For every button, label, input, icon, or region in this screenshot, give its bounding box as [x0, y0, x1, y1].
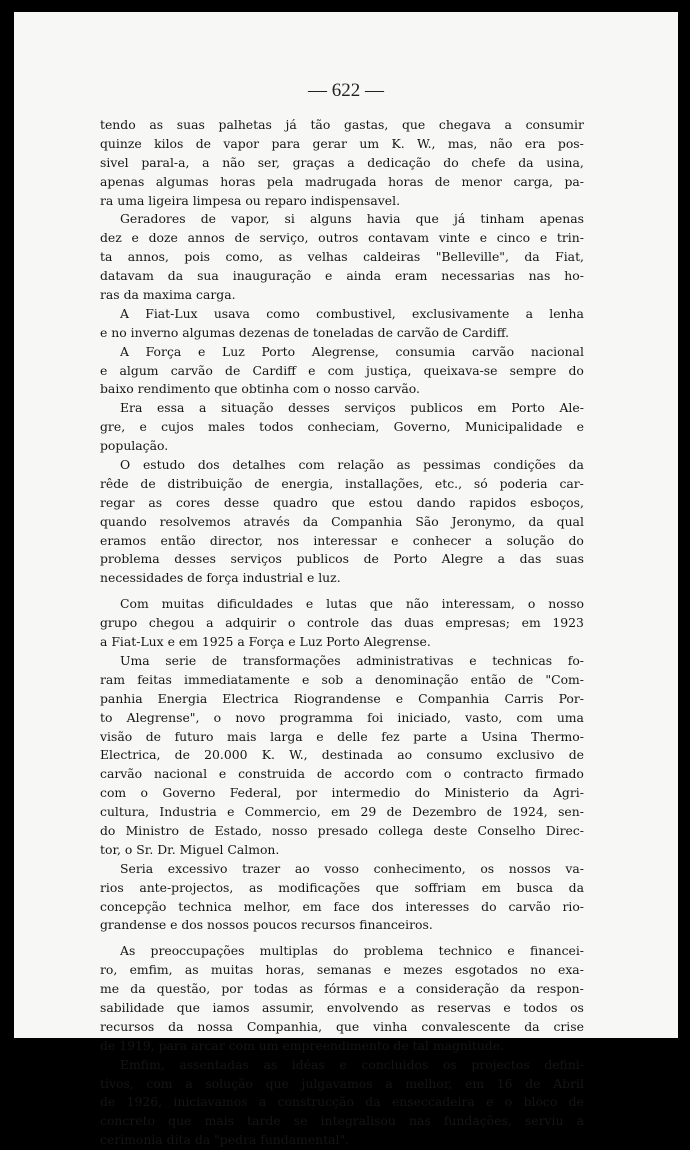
- paragraph-gap: [100, 588, 584, 595]
- text-line: rêde de distribuição de energia, installações, etc., só poderia car-: [100, 475, 584, 491]
- paragraph: [100, 116, 584, 210]
- text-line: recursos da nossa Companhia, que vinha convalescente da crise: [100, 1018, 584, 1034]
- text-line: Uma serie de transformações administrativas e technicas fo-: [120, 652, 584, 668]
- text-line: dez e doze annos de serviço, outros contavam vinte e cinco e trin-: [100, 230, 584, 246]
- paragraph: [100, 1056, 584, 1150]
- text-line: to Alegrense", o novo programma foi iniciado, vasto, com uma: [100, 709, 584, 725]
- text-line: de 1919, para arcar com um empreendimento de tal magnitude.: [100, 1037, 504, 1053]
- paragraph: [100, 456, 584, 588]
- text-line: datavam da sua inauguração e ainda eram necessarias nas ho-: [100, 268, 584, 284]
- text-line: cultura, Industria e Commercio, em 29 de Dezembro de 1924, sen-: [100, 804, 584, 820]
- text-line: do Ministro de Estado, nosso presado collega deste Conselho Direc-: [100, 822, 584, 838]
- text-line: população.: [100, 438, 169, 454]
- text-line: Electrica, de 20.000 K. W., destinada ao consumo exclusivo de: [100, 747, 584, 763]
- paragraph: [100, 343, 584, 400]
- paragraph: [100, 305, 584, 343]
- document-page: [14, 12, 678, 1148]
- text-line: a Fiat-Lux e em 1925 a Força e Luz Porto Alegrense.: [100, 634, 431, 650]
- text-line: sabilidade que iamos assumir, envolvendo as reservas e todos os: [100, 999, 584, 1015]
- text-line: A Fiat-Lux usava como combustivel, exclusivamente a lenha: [120, 305, 584, 321]
- text-line: tendo as suas palhetas já tão gastas, que chegava a consumir: [100, 117, 584, 132]
- text-line: regar as cores desse quadro que estou dando rapidos esboços,: [100, 494, 584, 510]
- text-line: ro, emfim, as muitas horas, semanas e mezes esgotados no exa-: [100, 962, 584, 978]
- paragraph: [100, 399, 584, 456]
- text-line: com o Governo Federal, por intermedio do Ministerio da Agri-: [100, 785, 584, 801]
- text-line: e algum carvão de Cardiff e com justiça, queixava-se sempre do: [100, 362, 584, 378]
- text-line: grupo chegou a adquirir o controle das duas empresas; em 1923: [100, 615, 584, 631]
- text-line: visão de futuro mais larga e delle fez parte a Usina Thermo-: [100, 728, 584, 744]
- text-line: panhia Energia Electrica Riograndense e Companhia Carris Por-: [100, 690, 584, 706]
- text-line: A Força e Luz Porto Alegrense, consumia carvão nacional: [120, 343, 584, 359]
- text-line: Seria excessivo trazer ao vosso conhecimento, os nossos va-: [120, 860, 584, 876]
- text-line: ram feitas immediatamente e sob a denominação então de "Com-: [100, 671, 584, 687]
- text-line: baixo rendimento que obtinha com o nosso carvão.: [100, 381, 420, 397]
- text-line: concreto que mais tarde se integralisou nas fundações, serviu a: [100, 1113, 584, 1129]
- page-number: — 622 —: [308, 80, 384, 101]
- text-line: Emfim, assentadas as idéas e concluidos os projectos defini-: [120, 1056, 584, 1072]
- text-line: tivos, com a solução que julgavamos a melhor, em 16 de Abril: [100, 1075, 584, 1091]
- text-line: Era essa a situação desses serviços publicos em Porto Ale-: [120, 400, 584, 416]
- text-line: necessidades de força industrial e luz.: [100, 570, 341, 586]
- paragraph: [100, 652, 584, 860]
- text-line: gre, e cujos males todos conheciam, Governo, Municipalidade e: [100, 419, 584, 435]
- text-line: grandense e dos nossos poucos recursos financeiros.: [100, 917, 433, 933]
- paragraph-gap: [100, 935, 584, 942]
- text-line: Geradores de vapor, si alguns havia que já tinham apenas: [120, 211, 584, 227]
- text-line: ras da maxima carga.: [100, 287, 236, 303]
- text-line: cerimonia dita da "pedra fundamental".: [100, 1132, 350, 1148]
- text-line: problema desses serviços publicos de Porto Alegre a das suas: [100, 551, 584, 567]
- paragraph: [100, 210, 584, 304]
- text-line: eramos então director, nos interessar e conhecer a solução do: [100, 532, 584, 548]
- paragraph: [100, 860, 584, 936]
- text-line: me da questão, por todas as fórmas e a consideração da respon-: [100, 981, 584, 997]
- text-line: sivel paral-a, a não ser, graças a dedicação do chefe da usina,: [100, 154, 584, 170]
- text-line: rios ante-projectos, as modificações que soffriam em busca da: [100, 879, 584, 895]
- text-line: tor, o Sr. Dr. Miguel Calmon.: [100, 841, 280, 857]
- text-line: Com muitas dificuldades e lutas que não interessam, o nosso: [120, 596, 584, 612]
- text-line: ta annos, pois como, as velhas caldeiras "Belleville", da Fiat,: [100, 249, 584, 265]
- text-line: de 1926, iniciavamos a construcção da enseccadeira e o bloco de: [100, 1094, 584, 1110]
- text-line: concepção technica melhor, em face dos interesses do carvão rio-: [100, 898, 584, 914]
- paragraph: [100, 595, 584, 652]
- body-text: [100, 116, 584, 1150]
- text-line: carvão nacional e construida de accordo com o contracto firmado: [100, 766, 584, 782]
- text-line: As preoccupações multiplas do problema technico e financei-: [120, 943, 584, 959]
- paragraph: [100, 942, 584, 1055]
- text-line: quinze kilos de vapor para gerar um K. W., mas, não era pos-: [100, 135, 584, 151]
- text-line: O estudo dos detalhes com relação as pessimas condições da: [120, 457, 584, 473]
- text-line: quando resolvemos através da Companhia São Jeronymo, da qual: [100, 513, 584, 529]
- text-line: apenas algumas horas pela madrugada horas de menor carga, pa-: [100, 173, 584, 189]
- text-line: ra uma ligeira limpesa ou reparo indispensavel.: [100, 192, 401, 208]
- text-line: e no inverno algumas dezenas de toneladas de carvão de Cardiff.: [100, 324, 510, 340]
